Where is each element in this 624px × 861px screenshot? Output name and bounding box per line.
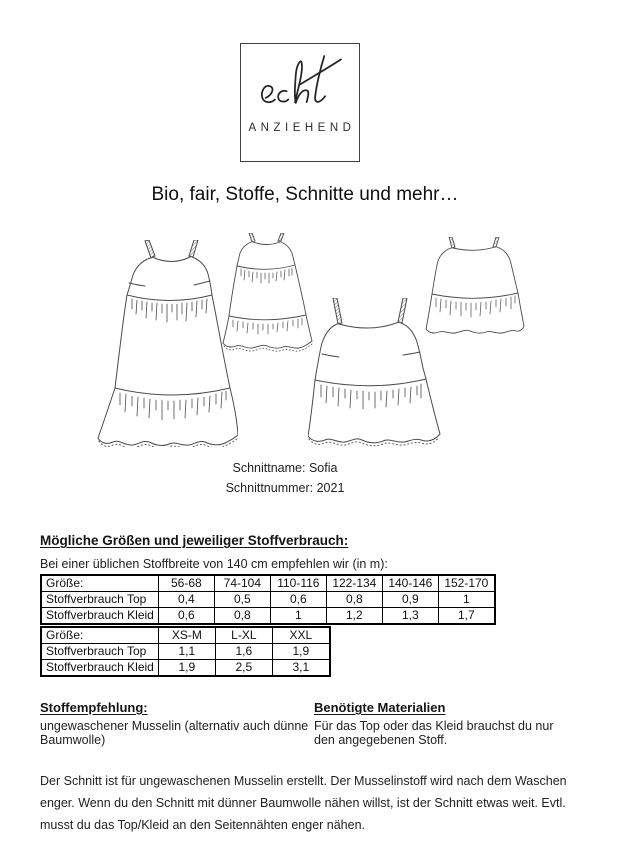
- value-cell: 1,9: [272, 644, 330, 660]
- adult-size-table: [40, 626, 331, 677]
- top-back-illustration: [423, 237, 527, 343]
- value-cell: 1: [438, 592, 495, 608]
- value-cell: 0,9: [382, 592, 438, 608]
- pattern-number-value: 2021: [316, 481, 345, 495]
- value-cell: 1,2: [326, 608, 382, 625]
- row-label-cell: Stoffverbrauch Top: [41, 592, 158, 608]
- table-header-cell: 74-104: [214, 575, 270, 592]
- table-row: [41, 608, 495, 625]
- table-row: [41, 644, 330, 660]
- brand-logo-box: [240, 43, 360, 162]
- table-header-cell: 110-116: [270, 575, 326, 592]
- table-header-cell: 140-146: [382, 575, 438, 592]
- table-header-cell: XXL: [272, 627, 330, 644]
- value-cell: 0,6: [270, 592, 326, 608]
- value-cell: 0,8: [214, 608, 270, 625]
- table-header-cell: Größe:: [41, 575, 158, 592]
- value-cell: 0,6: [158, 608, 214, 625]
- fabric-recommendation-text: ungewaschener Musselin (alternativ auch dünne Baumwolle): [40, 719, 309, 747]
- dress-back-illustration: [222, 233, 314, 353]
- kids-size-table: [40, 574, 496, 625]
- table-header-cell: 152-170: [438, 575, 495, 592]
- row-label-cell: Stoffverbrauch Top: [41, 644, 158, 660]
- value-cell: 1,7: [438, 608, 495, 625]
- value-cell: 1,3: [382, 608, 438, 625]
- value-cell: 3,1: [272, 660, 330, 677]
- pattern-name-label: Schnittname:: [232, 461, 306, 475]
- table-header-cell: XS-M: [158, 627, 215, 644]
- materials-text: Für das Top oder das Kleid brauchst du nur den angegebenen Stoff.: [314, 719, 554, 747]
- sizes-section-heading: Mögliche Größen und jeweiliger Stoffverbrauch:: [40, 533, 349, 548]
- table-row: [41, 660, 330, 677]
- table-row: [41, 592, 495, 608]
- materials-heading: Benötigte Materialien: [314, 700, 446, 715]
- dress-front-illustration: [95, 240, 238, 447]
- footer-note: Der Schnitt ist für ungewaschenen Musselin erstellt. Der Musselinstoff wird nach dem Waschen enger. Wenn du den Schnitt mit dünner Baumwolle nähen willst, ist der Schnitt etwas weit. Evtl. musst du das Top/Kleid an den Seitennähten enger nähen.: [40, 774, 567, 832]
- value-cell: 2,5: [215, 660, 272, 677]
- value-cell: 1: [270, 608, 326, 625]
- value-cell: 0,5: [214, 592, 270, 608]
- row-label-cell: Stoffverbrauch Kleid: [41, 608, 158, 625]
- table-row: [41, 575, 495, 592]
- pattern-name-line: [0, 461, 570, 475]
- pattern-name-value: Sofia: [308, 461, 338, 475]
- value-cell: 1,9: [158, 660, 215, 677]
- pattern-number-label: Schnittnummer:: [225, 481, 314, 495]
- sizes-intro-text: Bei einer üblichen Stoffbreite von 140 cm empfehlen wir (in m):: [40, 557, 388, 571]
- value-cell: 1,6: [215, 644, 272, 660]
- row-label-cell: Stoffverbrauch Kleid: [41, 660, 158, 677]
- table-header-cell: 56-68: [158, 575, 214, 592]
- value-cell: 0,8: [326, 592, 382, 608]
- value-cell: 1,1: [158, 644, 215, 660]
- tagline: Bio, fair, Stoffe, Schnitte und mehr…: [151, 184, 459, 205]
- table-header-cell: 122-134: [326, 575, 382, 592]
- table-header-cell: Größe:: [41, 627, 158, 644]
- value-cell: 0,4: [158, 592, 214, 608]
- table-header-cell: L-XL: [215, 627, 272, 644]
- pattern-number-line: [0, 481, 570, 495]
- table-row: [41, 627, 330, 644]
- fabric-recommendation-heading: Stoffempfehlung:: [40, 700, 148, 715]
- brand-script-logo-icon: [254, 54, 346, 120]
- brand-caps-label: ANZIEHEND: [248, 122, 356, 134]
